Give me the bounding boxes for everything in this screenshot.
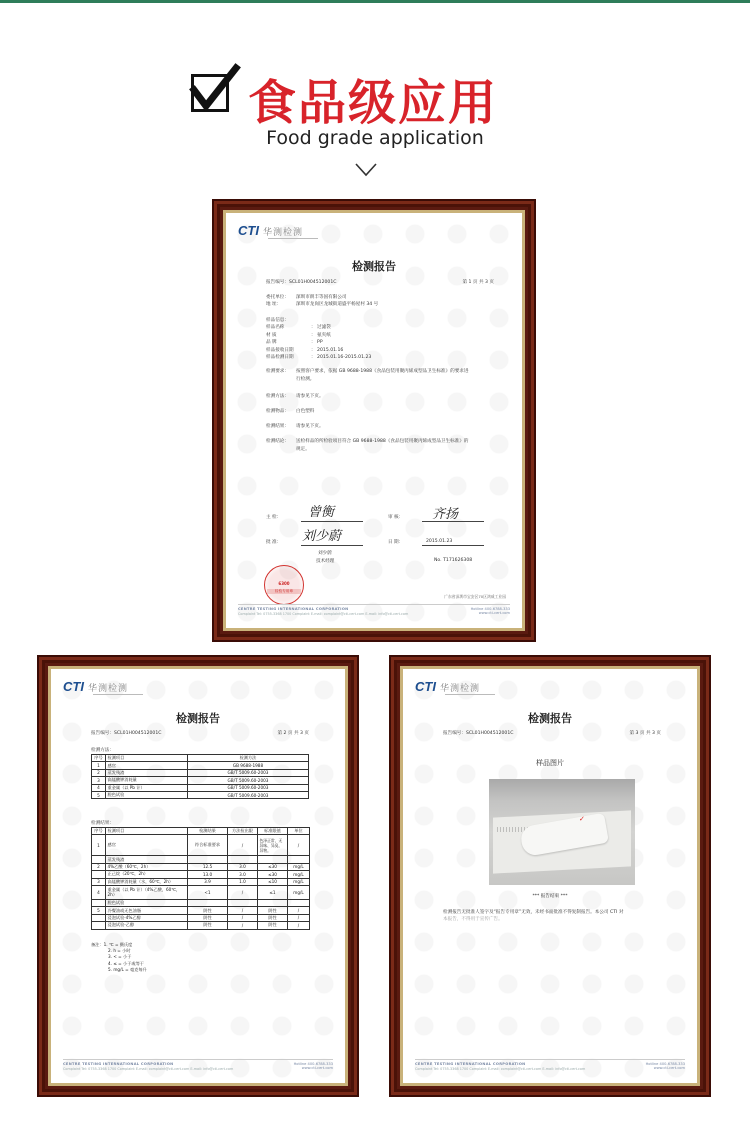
logo-underline (93, 694, 143, 695)
section-title-en: Food grade application (266, 127, 484, 149)
cti-logo: CTI 华测检测 (63, 679, 128, 694)
method-table: 序号 检测项目 检测方法 1 感官 GB 9688-1988 2 蒸发残渣 GB/T 5009.60-2003 3 高锰酸钾消耗量 GB/T 5009.60-2003 4 重金属（以 Pb 计） GB/T 5009.60-2003 5 脱色试验 GB/T 5009.60-2003 (91, 754, 309, 799)
report-page-1 (226, 213, 522, 628)
table-row: 蒸发残渣 (92, 856, 310, 863)
chief-inspector-label: 主 检： (266, 515, 282, 520)
test-method: 检测方法： 请参见下页。 (266, 394, 324, 399)
approver-title: 技术经理 (316, 559, 335, 564)
report-page-2 (51, 669, 345, 1083)
signature-line (301, 545, 363, 546)
report-title: 检测报告 (176, 712, 220, 725)
report-date: 2015.01.23 (426, 539, 453, 544)
certificate-frame-page-2 (37, 655, 359, 1097)
signature-line (301, 521, 363, 522)
report-title: 检测报告 (352, 260, 396, 273)
page-number: 第 1 页 共 3 页 (462, 280, 494, 285)
reviewer-label: 审 核： (388, 515, 404, 520)
table-row: 5 脱色试验 GB/T 5009.60-2003 (92, 791, 309, 798)
section-title-cn: 食品级应用 (248, 75, 499, 131)
table-row: 5 冷餐油或无色油脂 阴性 / 阴性 / (92, 907, 310, 914)
reviewer-signature: 齐扬 (432, 507, 459, 522)
page-number: 第 3 页 共 3 页 (629, 731, 661, 736)
report-footer: CENTRE TESTING INTERNATIONAL CORPORATION Complaint Tel: 0755-3368 1700 Complaint E-mail: complaint@cti-cert.com E-mail: info@cti-cert.com Hotline 400-6788-333 www.cti-cert.com (238, 604, 510, 616)
applicant-block: 委托单位： 深圳市朗丰等国有限公司 地 址： 深圳市龙岗区龙城街道盛平杨屋村 34 号 (266, 295, 379, 308)
checkbox-check-icon (186, 60, 242, 116)
signature-line (422, 521, 484, 522)
report-end-marker: *** 报告结束 *** (532, 894, 568, 899)
logo-underline (268, 238, 318, 239)
chevron-down-icon (355, 163, 377, 177)
sample-info-block: 样品信息： 样品名称 ： 过滤袋 材 质 ： 氨夹纸 品 牌 ： PP 样品接收日期 ： 2015.01.16 样品检测日期 ： 2015.01.16-2015.01.23 (266, 318, 372, 361)
method-table-label: 检测方法： (91, 748, 114, 753)
table-row: 4 重金属（以 Pb 计） GB/T 5009.60-2003 (92, 784, 309, 791)
test-conclusion: 检测结论： 送检样品的所检验项目符合 GB 9688-1988《食品包装用聚丙烯成型品卫生标准》的 规定。 (266, 439, 469, 452)
official-seal: 6300 检验专用章 (264, 565, 304, 605)
table-row: 2 蒸发残渣 GB/T 5009.60-2003 (92, 769, 309, 776)
approver-label: 批 准： (266, 540, 282, 545)
page-number: 第 2 页 共 3 页 (277, 731, 309, 736)
test-result: 检测结果： 请参见下页。 (266, 424, 324, 429)
section-header (0, 30, 750, 160)
table-row: 脱色试验 (92, 899, 310, 906)
chief-inspector-signature: 曾衡 (308, 505, 335, 520)
certificate-frame-page-1 (212, 199, 536, 642)
cti-logo: CTI 华测检测 (238, 223, 303, 238)
top-accent-line (0, 0, 750, 3)
photo-marker-icon: ✓ (579, 815, 585, 823)
report-number: 报告编号：SCL01H004512001C (266, 280, 337, 285)
sample-photo (489, 779, 635, 885)
report-number: 报告编号：SCL01H004512001C (91, 731, 162, 736)
report-footer: CENTRE TESTING INTERNATIONAL CORPORATION Complaint Tel: 0755-3368 1700 Complaint E-mail: complaint@cti-cert.com E-mail: info@cti-cert.com Hotline 400-6788-333 www.cti-cert.com (63, 1059, 333, 1071)
report-page-3 (403, 669, 697, 1083)
report-number: 报告编号：SCL01H004512001C (443, 731, 514, 736)
report-statement: 检测报告无批准人签字及“报告专用章”无效，未经书面批准不得复制报告。本公司 CTI 对 本报告，不得用于宣传广告。 (443, 910, 624, 922)
approver-signature: 刘少蔚 (302, 529, 342, 544)
report-id: No. T171626308 (434, 558, 473, 563)
table-row: 1 感官 符合标准要求 / 色泽正常，无异味、异臭、异物。 / (92, 835, 310, 856)
table-row: 3 高锰酸钾消耗量 GB/T 5009.60-2003 (92, 777, 309, 784)
certificate-frame-page-3 (389, 655, 711, 1097)
table-row: 3 高锰酸钾消耗量（水，60℃，2h） 3.9 1.0 ≤10 mg/L (92, 878, 310, 885)
result-table-label: 检测结果： (91, 821, 114, 826)
table-row: 正己烷（20℃，2h） 13.0 3.0 ≤30 mg/L (92, 871, 310, 878)
table-row: 浸泡试验-乙醇 阴性 / 阴性 / (92, 922, 310, 929)
report-footer: CENTRE TESTING INTERNATIONAL CORPORATION Complaint Tel: 0755-3368 1700 Complaint E-mail: complaint@cti-cert.com E-mail: info@cti-cert.com Hotline 400-6788-333 www.cti-cert.com (415, 1059, 685, 1071)
logo-underline (445, 694, 495, 695)
table-row: 浸泡试验-4%乙醇 阴性 / 阴性 / (92, 914, 310, 921)
table-row: 1 感官 GB 9688-1988 (92, 762, 309, 769)
result-table: 序号 检测项目 检测结果 方法检出限 标准限值 单位 1 感官 符合标准要求 / 色泽正常，无异味、异臭、异物。 / 蒸发残渣 2 4%乙酸（60℃，2h） 12.5 3.0 ≤30 mg/L 正己烷（20℃，2h） 13.0 3.0 ≤30 mg/L 3 高锰酸钾消耗量（水，60℃，2h） 3.9 1.0 ≤10 mg/L 4 重金属（以 Pb 计）（4%乙酸，60℃，2h） <1 / ≤1 mg/L 脱色试验 5 冷餐油或无色油脂 阴性 / 阴性 / 浸泡试验-4%乙醇 阴性 / 阴性 / 浸泡试验-乙醇 阴性 / 阴性 / (91, 827, 310, 930)
test-item: 检测物品： 白色塑料 (266, 409, 315, 414)
report-title: 检测报告 (528, 712, 572, 725)
approver-name: 刘少蔚 (318, 551, 332, 556)
notes: 备注：1. ℃ = 摄氏度 2. h = 小时 3. < = 小于 4. ≤ = 小于或等于 5. mg/L = 毫克每升 (91, 942, 147, 972)
cti-logo: CTI 华测检测 (415, 679, 480, 694)
table-row: 4 重金属（以 Pb 计）（4%乙酸，60℃，2h） <1 / ≤1 mg/L (92, 885, 310, 899)
footer-address: 广东省深圳市宝安区70区鸿威工业园 (444, 594, 506, 599)
date-label: 日 期： (388, 540, 404, 545)
table-row: 2 4%乙酸（60℃，2h） 12.5 3.0 ≤30 mg/L (92, 863, 310, 870)
signature-line (422, 545, 484, 546)
sample-photo-title: 样品图片 (536, 759, 564, 767)
test-requirement: 检测要求： 按照客户要求，依据 GB 9688-1988《食品包装用聚丙烯成型品卫生标准》的要求进 行检测。 (266, 369, 469, 382)
